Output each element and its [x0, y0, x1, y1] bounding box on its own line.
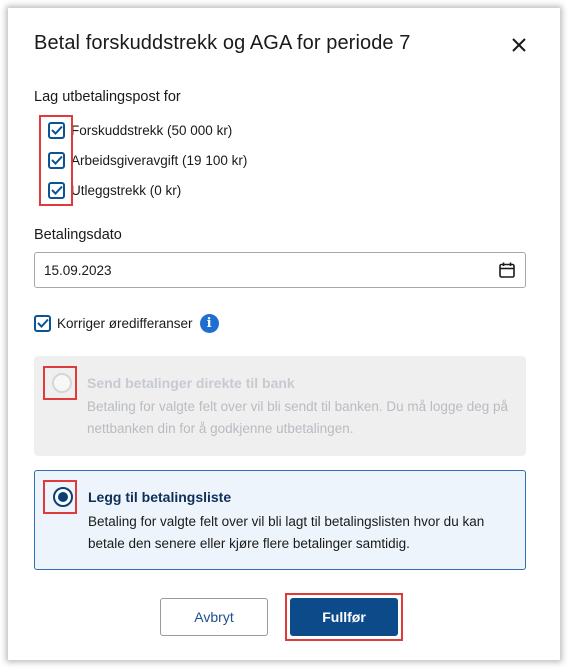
checkbox[interactable]: [34, 315, 51, 332]
option-send-to-bank: [34, 356, 526, 456]
date-field[interactable]: [34, 252, 526, 288]
dialog-title: Betal forskuddstrekk og AGA for periode 7: [34, 32, 411, 54]
checkbox-label: Forskuddstrekk (50 000 kr): [71, 122, 233, 138]
option-description: Betaling for valgte felt over vil bli lagt til betalingslisten hvor du kan betale den senere eller kjøre flere betalinger samtidig.: [88, 514, 485, 551]
checkmark-icon: [51, 185, 63, 195]
finish-button[interactable]: Fullfør: [290, 598, 398, 636]
option-title: Legg til betalingsliste: [88, 489, 232, 505]
payment-dialog: [8, 8, 560, 660]
option-description: Betaling for valgte felt over vil bli sendt til banken. Du må logge deg på nettbanken din for å godkjenne utbetalingen.: [87, 399, 508, 436]
info-icon[interactable]: i: [200, 314, 219, 333]
checkbox-correction[interactable]: [34, 313, 219, 333]
option-title: Send betalinger direkte til bank: [87, 375, 295, 391]
checkbox[interactable]: [48, 122, 65, 139]
checkbox[interactable]: [48, 182, 65, 199]
checkbox-utleggstrekk[interactable]: [48, 180, 181, 200]
calendar-icon[interactable]: [499, 262, 515, 278]
radio-send-to-bank: [52, 373, 72, 393]
payment-post-label: Lag utbetalingspost for: [34, 89, 181, 105]
date-label: Betalingsdato: [34, 227, 122, 243]
checkbox-label: Utleggstrekk (0 kr): [71, 182, 182, 198]
checkmark-icon: [37, 318, 49, 328]
cancel-button[interactable]: Avbryt: [160, 598, 268, 636]
checkmark-icon: [51, 155, 63, 165]
date-value[interactable]: 15.09.2023: [44, 263, 112, 278]
close-icon[interactable]: [508, 34, 530, 56]
correction-label: Korriger øredifferanser: [57, 315, 193, 331]
checkbox-forskuddstrekk[interactable]: [48, 120, 232, 140]
checkbox[interactable]: [48, 152, 65, 169]
radio-payment-list[interactable]: [53, 487, 73, 507]
checkmark-icon: [51, 125, 63, 135]
checkbox-label: Arbeidsgiveravgift (19 100 kr): [71, 152, 248, 168]
checkbox-arbeidsgiveravgift[interactable]: [48, 150, 247, 170]
option-add-to-payment-list[interactable]: [34, 470, 526, 570]
